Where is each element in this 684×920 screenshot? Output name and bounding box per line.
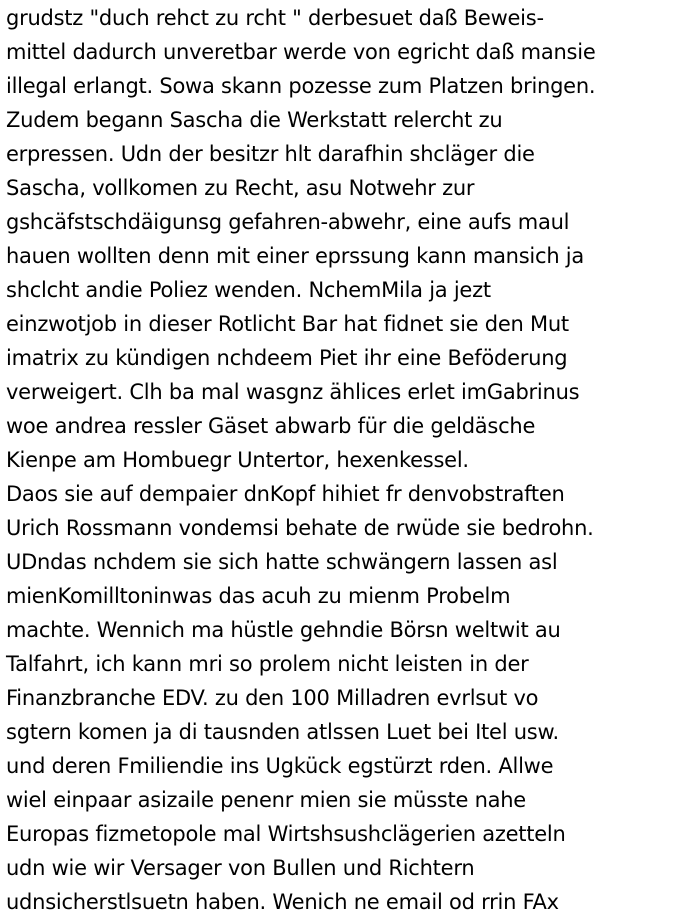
text-line-16: Urich Rossmann vondemsi behate de rwüde sie bedrohn. bbox=[6, 516, 594, 540]
text-line-12: verweigert. Clh ba mal wasgnz ählices erlet imGabrinus bbox=[6, 380, 580, 404]
text-line-23: und deren Fmiliendie ins Ugkück egstürzt rden. Allwe bbox=[6, 754, 554, 778]
text-line-24: wiel einpaar asizaile penenr mien sie müsste nahe bbox=[6, 788, 526, 812]
text-line-14: Kienpe am Hombuegr Untertor, hexenkessel. bbox=[6, 448, 469, 472]
text-line-2: mittel dadurch unveretbar werde von egricht daß mansie bbox=[6, 40, 596, 64]
text-line-13: woe andrea ressler Gäset abwarb für die geldäsche bbox=[6, 414, 536, 438]
text-line-27: udnsicherstlsuetn haben. Wenich ne email od rrin FAx bbox=[6, 890, 559, 914]
text-line-4: Zudem begann Sascha die Werkstatt relercht zu bbox=[6, 108, 503, 132]
text-line-6: Sascha, vollkomen zu Recht, asu Notwehr zur bbox=[6, 176, 475, 200]
text-line-7: gshcäfstschdäigunsg gefahren-abwehr, eine aufs maul bbox=[6, 210, 570, 234]
text-line-5: erpressen. Udn der besitzr hlt darafhin shcläger die bbox=[6, 142, 535, 166]
text-line-9: shclcht andie Poliez wenden. NchemMila ja jezt bbox=[6, 278, 491, 302]
text-line-25: Europas fizmetopole mal Wirtshsushclägerien azetteln bbox=[6, 822, 566, 846]
text-line-15: Daos sie auf dempaier dnKopf hihiet fr denvobstraften bbox=[6, 482, 565, 506]
document-text bbox=[6, 1, 682, 919]
text-line-1: grudstz "duch rehct zu rcht " derbesuet daß Beweis- bbox=[6, 6, 544, 30]
text-line-3: illegal erlangt. Sowa skann pozesse zum Platzen bringen. bbox=[6, 74, 596, 98]
text-line-11: imatrix zu kündigen nchdeem Piet ihr eine Beföderung bbox=[6, 346, 568, 370]
text-line-8: hauen wollten denn mit einer eprssung kann mansich ja bbox=[6, 244, 585, 268]
text-line-19: machte. Wennich ma hüstle gehndie Börsn weltwit au bbox=[6, 618, 561, 642]
text-line-17: UDndas nchdem sie sich hatte schwängern lassen asl bbox=[6, 550, 558, 574]
text-line-26: udn wie wir Versager von Bullen und Richtern bbox=[6, 856, 475, 880]
text-line-22: sgtern komen ja di tausnden atlssen Luet bei Itel usw. bbox=[6, 720, 559, 744]
text-line-20: Talfahrt, ich kann mri so prolem nicht leisten in der bbox=[6, 652, 529, 676]
text-line-18: mienKomilltoninwas das acuh zu mienm Probelm bbox=[6, 584, 511, 608]
text-line-10: einzwotjob in dieser Rotlicht Bar hat fidnet sie den Mut bbox=[6, 312, 569, 336]
text-line-21: Finanzbranche EDV. zu den 100 Milladren evrlsut vo bbox=[6, 686, 539, 710]
